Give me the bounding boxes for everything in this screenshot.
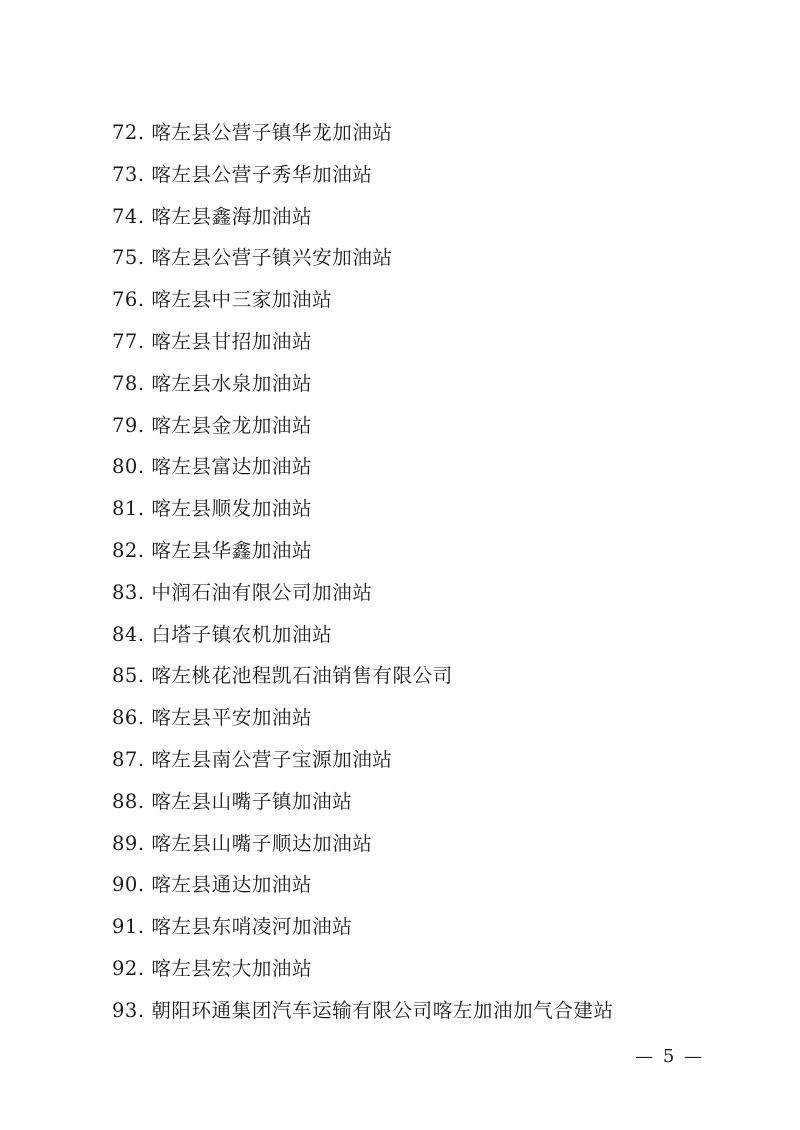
list-item-label: 喀左县公营子秀华加油站 — [151, 162, 373, 186]
list-item-label: 喀左县富达加油站 — [151, 455, 313, 479]
list-item-number: 93. — [112, 998, 145, 1022]
list-item — [112, 781, 710, 823]
list-item-label: 喀左县公营子镇兴安加油站 — [151, 246, 393, 270]
list-item — [112, 112, 710, 154]
list-item — [112, 990, 710, 1032]
list-item — [112, 572, 710, 614]
list-item-number: 72. — [112, 121, 145, 144]
list-item-label: 朝阳环通集团汽车运输有限公司喀左加油加气合建站 — [151, 998, 614, 1022]
list-item — [112, 655, 710, 697]
list-item-number: 83. — [112, 580, 145, 604]
list-item — [112, 823, 710, 865]
list-item-label: 喀左县东哨凌河加油站 — [151, 915, 353, 939]
list-item — [112, 739, 710, 781]
list-item — [112, 405, 710, 447]
list-item-label: 喀左县中三家加油站 — [151, 288, 333, 312]
list-item — [112, 906, 710, 948]
list-item-label: 喀左县南公营子宝源加油站 — [151, 747, 393, 771]
list-item — [112, 614, 710, 656]
list-item-label: 喀左县山嘴子顺达加油站 — [151, 831, 373, 855]
list-item-number: 87. — [112, 747, 145, 771]
list-item-number: 81. — [112, 497, 145, 521]
list-item-number: 89. — [112, 831, 145, 855]
list-item-number: 74. — [112, 204, 145, 228]
list-item-label: 喀左县水泉加油站 — [151, 371, 313, 395]
list-item-number: 79. — [112, 413, 145, 437]
list-item — [112, 488, 710, 530]
list-item — [112, 237, 710, 279]
list-item-label: 喀左县顺发加油站 — [151, 497, 313, 521]
list-item-number: 88. — [112, 789, 145, 813]
list-item — [112, 363, 710, 405]
list-item-number: 85. — [112, 664, 145, 688]
numbered-list — [112, 112, 710, 1032]
list-item-number: 75. — [112, 246, 145, 270]
list-item-number: 76. — [112, 288, 145, 312]
list-item — [112, 279, 710, 321]
list-item — [112, 530, 710, 572]
page-number: — 5 — — [635, 1046, 704, 1067]
list-item-number: 84. — [112, 622, 145, 646]
list-item-number: 73. — [112, 162, 145, 186]
list-item — [112, 864, 710, 906]
list-item-label: 白塔子镇农机加油站 — [151, 622, 333, 646]
list-item-label: 喀左县华鑫加油站 — [151, 538, 313, 562]
list-item-label: 喀左县公营子镇华龙加油站 — [151, 121, 393, 144]
list-item — [112, 154, 710, 196]
list-item-number: 91. — [112, 915, 145, 939]
list-item-number: 90. — [112, 873, 145, 897]
list-item-label: 喀左县平安加油站 — [151, 706, 313, 730]
list-item-label: 喀左县鑫海加油站 — [151, 204, 313, 228]
list-item — [112, 697, 710, 739]
list-item-number: 80. — [112, 455, 145, 479]
list-item-number: 78. — [112, 371, 145, 395]
list-item — [112, 196, 710, 238]
list-item-label: 中润石油有限公司加油站 — [151, 580, 373, 604]
list-item-label: 喀左县山嘴子镇加油站 — [151, 789, 353, 813]
list-item — [112, 321, 710, 363]
list-item-label: 喀左县通达加油站 — [151, 873, 313, 897]
list-item-label: 喀左县宏大加油站 — [151, 956, 313, 980]
list-item-number: 82. — [112, 538, 145, 562]
list-item — [112, 948, 710, 990]
list-item-number: 77. — [112, 329, 145, 353]
list-item-number: 86. — [112, 706, 145, 730]
list-item-number: 92. — [112, 956, 145, 980]
list-item-label: 喀左县甘招加油站 — [151, 329, 313, 353]
list-item — [112, 446, 710, 488]
list-item-label: 喀左县金龙加油站 — [151, 413, 313, 437]
list-item-label: 喀左桃花池程凯石油销售有限公司 — [151, 664, 453, 688]
